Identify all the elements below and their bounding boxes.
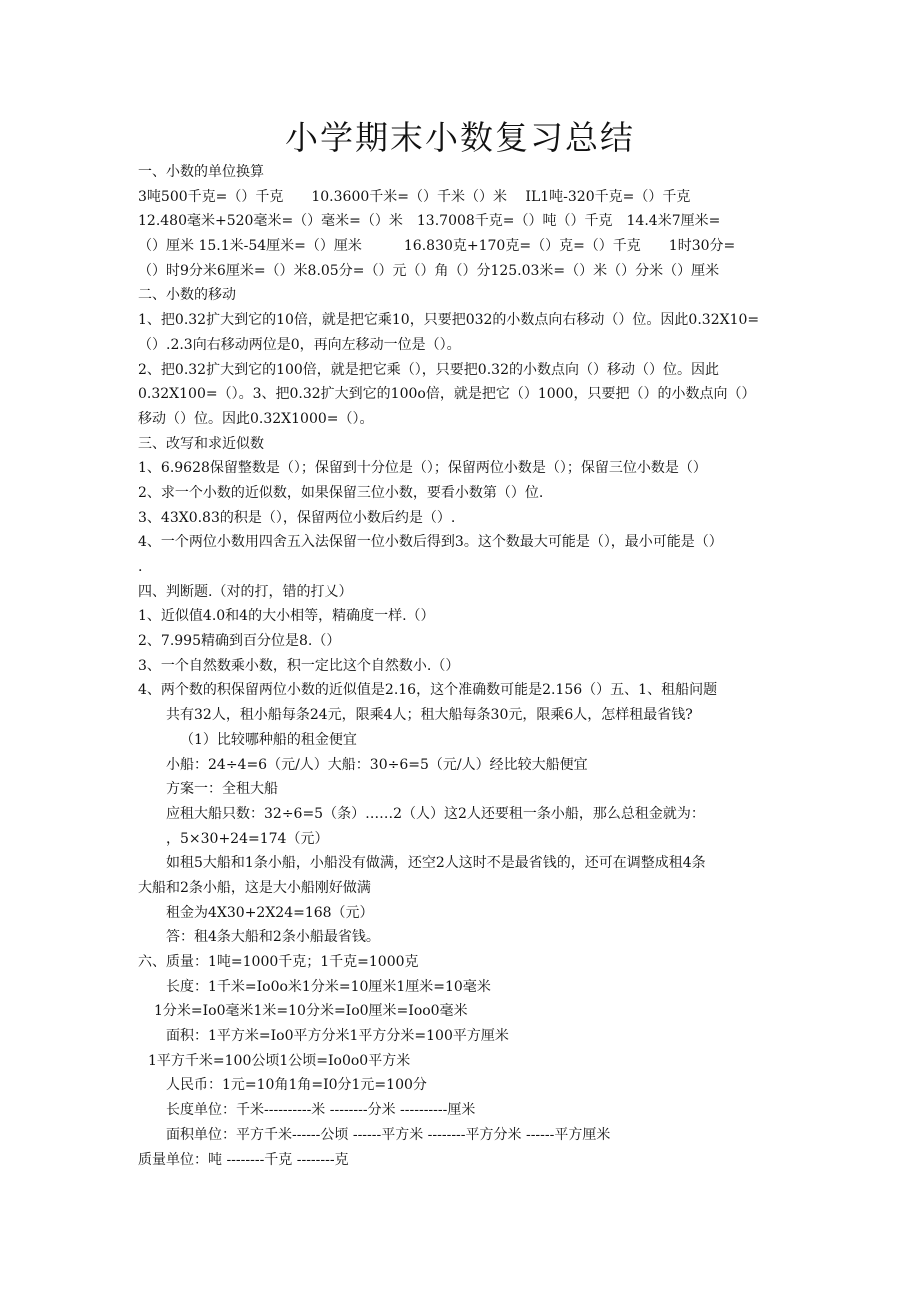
text-line: （1）比较哪种船的租金便宜	[180, 731, 357, 748]
text-line: 如租5大船和1条小船，小船没有做满，还空2人这时不是最省钱的，还可在调整成租4条	[166, 855, 706, 872]
text-line: 方案一：全租大船	[166, 781, 278, 798]
text-line: 3吨500千克=（）千克 10.3600千米=（）千米（）米 IL1吨-320千克=（）千克	[138, 188, 691, 205]
text-line: 应租大船只数：32÷6=5（条）……2（人）这2人还要租一条小船，那么总租金就为：	[166, 805, 705, 822]
text-line: 1、把0.32扩大到它的10倍，就是把它乘10，只要把032的小数点向右移动（）位。因此0.32X10=	[138, 312, 760, 329]
text-line: 3、一个自然数乘小数，积一定比这个自然数小.（）	[138, 657, 460, 674]
text-line: 面积单位：平方千米------公顷 ------平方米 --------平方分米 ------平方厘米	[166, 1126, 611, 1143]
text-line: 1、近似值4.0和4的大小相等，精确度一样.（）	[138, 608, 435, 625]
section-heading-approximation: 三、改写和求近似数	[138, 435, 264, 452]
document-body	[138, 160, 798, 1172]
text-line: 小船：24÷4=6（元/人）大船：30÷6=5（元/人）经比较大船便宜	[166, 756, 588, 773]
text-line: （）厘米 15.1米-54厘米=（）厘米 16.830克+170克=（）克=（）千克 1时30分=	[138, 238, 736, 255]
text-line: 4、一个两位小数用四舍五入法保留一位小数后得到3。这个数最大可能是（），最小可能是（）	[138, 534, 723, 551]
page-title: 小学期末小数复习总结	[285, 118, 635, 157]
section-heading-true-false: 四、判断题.（对的打，错的打乂）	[138, 583, 353, 600]
text-line: （）.2.3向右移动两位是0，再向左移动一位是（）。	[138, 336, 461, 353]
section-heading-decimal-shift: 二、小数的移动	[138, 287, 236, 304]
section-heading-units: 六、质量：1吨=1000千克；1千克=1000克	[138, 954, 419, 970]
text-line: 面积：1平方米=Io0平方分米1平方分米=100平方厘米	[166, 1028, 509, 1045]
text-line: 大船和2条小船，这是大小船刚好做满	[138, 879, 371, 896]
text-line: 2、7.995精确到百分位是8.（）	[138, 633, 341, 650]
text-line: 1、6.9628保留整数是（）；保留到十分位是（）；保留两位小数是（）；保留三位小数是（）	[138, 460, 707, 477]
text-line: .	[138, 559, 143, 575]
section-heading-unit-conversion: 一、小数的单位换算	[138, 164, 264, 180]
text-line: 2、求一个小数的近似数，如果保留三位小数，要看小数第（）位.	[138, 484, 544, 501]
text-line: 质量单位：吨 --------千克 --------克	[138, 1151, 349, 1168]
text-line: 租金为4X30+2X24=168（元）	[166, 904, 374, 921]
text-line: 1分米=Io0毫米1米=10分米=Io0厘米=Ioo0毫米	[154, 1003, 468, 1020]
text-line: 人民币：1元=10角1角=I0分1元=100分	[166, 1077, 427, 1094]
text-line: 12.480毫米+520毫米=（）毫米=（）米 13.7008千克=（）吨（）千克 14.4米7厘米=	[138, 213, 721, 230]
text-line: 0.32X100=（）。3、把0.32扩大到它的100o倍，就是把它（）1000，只要把（）的小数点向（）	[138, 386, 756, 403]
text-line: （）时9分米6厘米=（）米8.05分=（）元（）角（）分125.03米=（）米（）分米（）厘米	[138, 262, 720, 279]
text-line: 答：租4条大船和2条小船最省钱。	[166, 929, 380, 946]
text-line: 共有32人，租小船每条24元，限乘4人；租大船每条30元，限乘6人，怎样租最省钱?	[166, 707, 693, 724]
text-line: 长度：1千米=Io0o米1分米=10厘米1厘米=10毫米	[166, 978, 491, 995]
text-line: 长度单位：千米----------米 --------分米 ----------厘米	[166, 1102, 476, 1119]
text-line: ，5×30+24=174（元）	[166, 830, 329, 847]
text-line: 3、43X0.83的积是（），保留两位小数后约是（）.	[138, 509, 456, 526]
text-line: 1平方千米=100公顷1公顷=Io0o0平方米	[148, 1052, 411, 1069]
text-line: 移动（）位。因此0.32X1000=（）。	[138, 410, 374, 427]
text-line: 2、把0.32扩大到它的100倍，就是把它乘（），只要把0.32的小数点向（）移动（）位。因此	[138, 361, 719, 378]
text-line: 4、两个数的积保留两位小数的近似值是2.16，这个准确数可能是2.156（）五、1、租船问题	[138, 682, 718, 699]
